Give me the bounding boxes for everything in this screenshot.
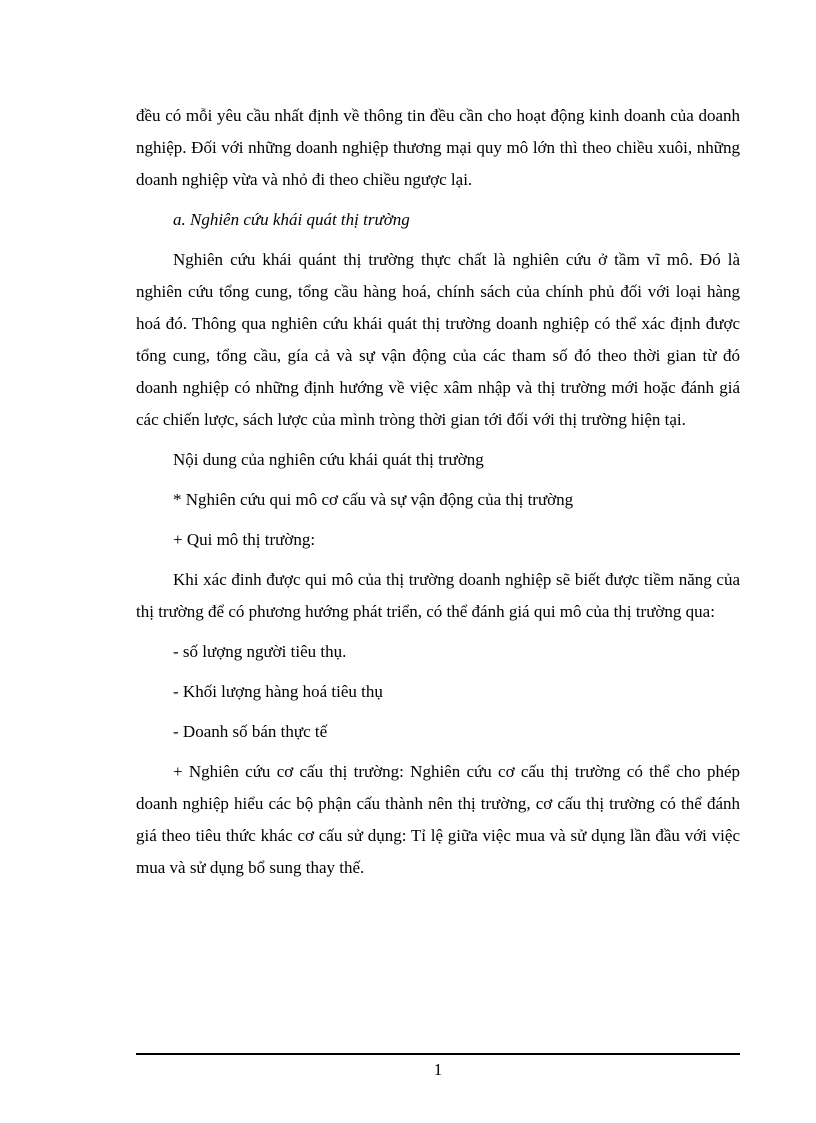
list-item-consumers: - số lượng người tiêu thụ.	[173, 642, 347, 661]
list-item-volume: - Khối lượng hàng hoá tiêu thụ	[173, 682, 383, 701]
paragraph-continuation: đều có mỗi yêu cầu nhất định về thông tin đều cần cho hoạt động kinh doanh của doanh nghiệp. Đối với những doanh nghiệp thương mại quy mô lớn thì theo chiều xuôi, những doanh nghiệp vừa và nhỏ đi theo chiều ngược lại.	[136, 106, 740, 189]
body-text	[136, 100, 740, 884]
paragraph-market-scale: + Qui mô thị trường:	[173, 530, 316, 549]
section-heading: a. Nghiên cứu khái quát thị trường	[173, 210, 410, 229]
page-number: 1	[433, 1060, 443, 1079]
footer-divider	[136, 1053, 740, 1055]
paragraph-market-overview: Nghiên cứu khái quánt thị trường thực chất là nghiên cứu ở tầm vĩ mô. Đó là nghiên cứu tổng cung, tổng cầu hàng hoá, chính sách của chính phủ đối với loại hàng hoá đó. Thông qua nghiên cứu khái quát thị trường doanh nghiệp có thể xác định được tổng cung, tổng cầu, gía cả và sự vận động của các tham số đó theo thời gian từ đó doanh nghiệp có những định hướng về việc xâm nhập và thị trường mới hoặc đánh giá các chiến lược, sách lược của mình tròng thời gian tới đối với thị trường hiện tại.	[136, 250, 740, 429]
paragraph-content-title: Nội dung của nghiên cứu khái quát thị trường	[173, 450, 484, 469]
paragraph-market-structure: + Nghiên cứu cơ cấu thị trường: Nghiên cứu cơ cấu thị trường có thể cho phép doanh nghiệp hiểu các bộ phận cấu thành nên thị trường, cơ cấu thị trường có thể đánh giá theo tiêu thức khác cơ cấu sử dụng: Tỉ lệ giữa việc mua và sử dụng lần đầu với việc mua và sử dụng bổ sung thay thế.	[136, 762, 740, 877]
paragraph-scale-structure: * Nghiên cứu qui mô cơ cấu và sự vận động của thị trường	[173, 490, 574, 509]
paragraph-scale-assessment: Khi xác đinh được qui mô của thị trường doanh nghiệp sẽ biết được tiềm năng của thị trường để có phương hướng phát triển, có thể đánh giá qui mô của thị trường qua:	[136, 570, 740, 621]
list-item-sales: - Doanh số bán thực tế	[173, 722, 328, 741]
